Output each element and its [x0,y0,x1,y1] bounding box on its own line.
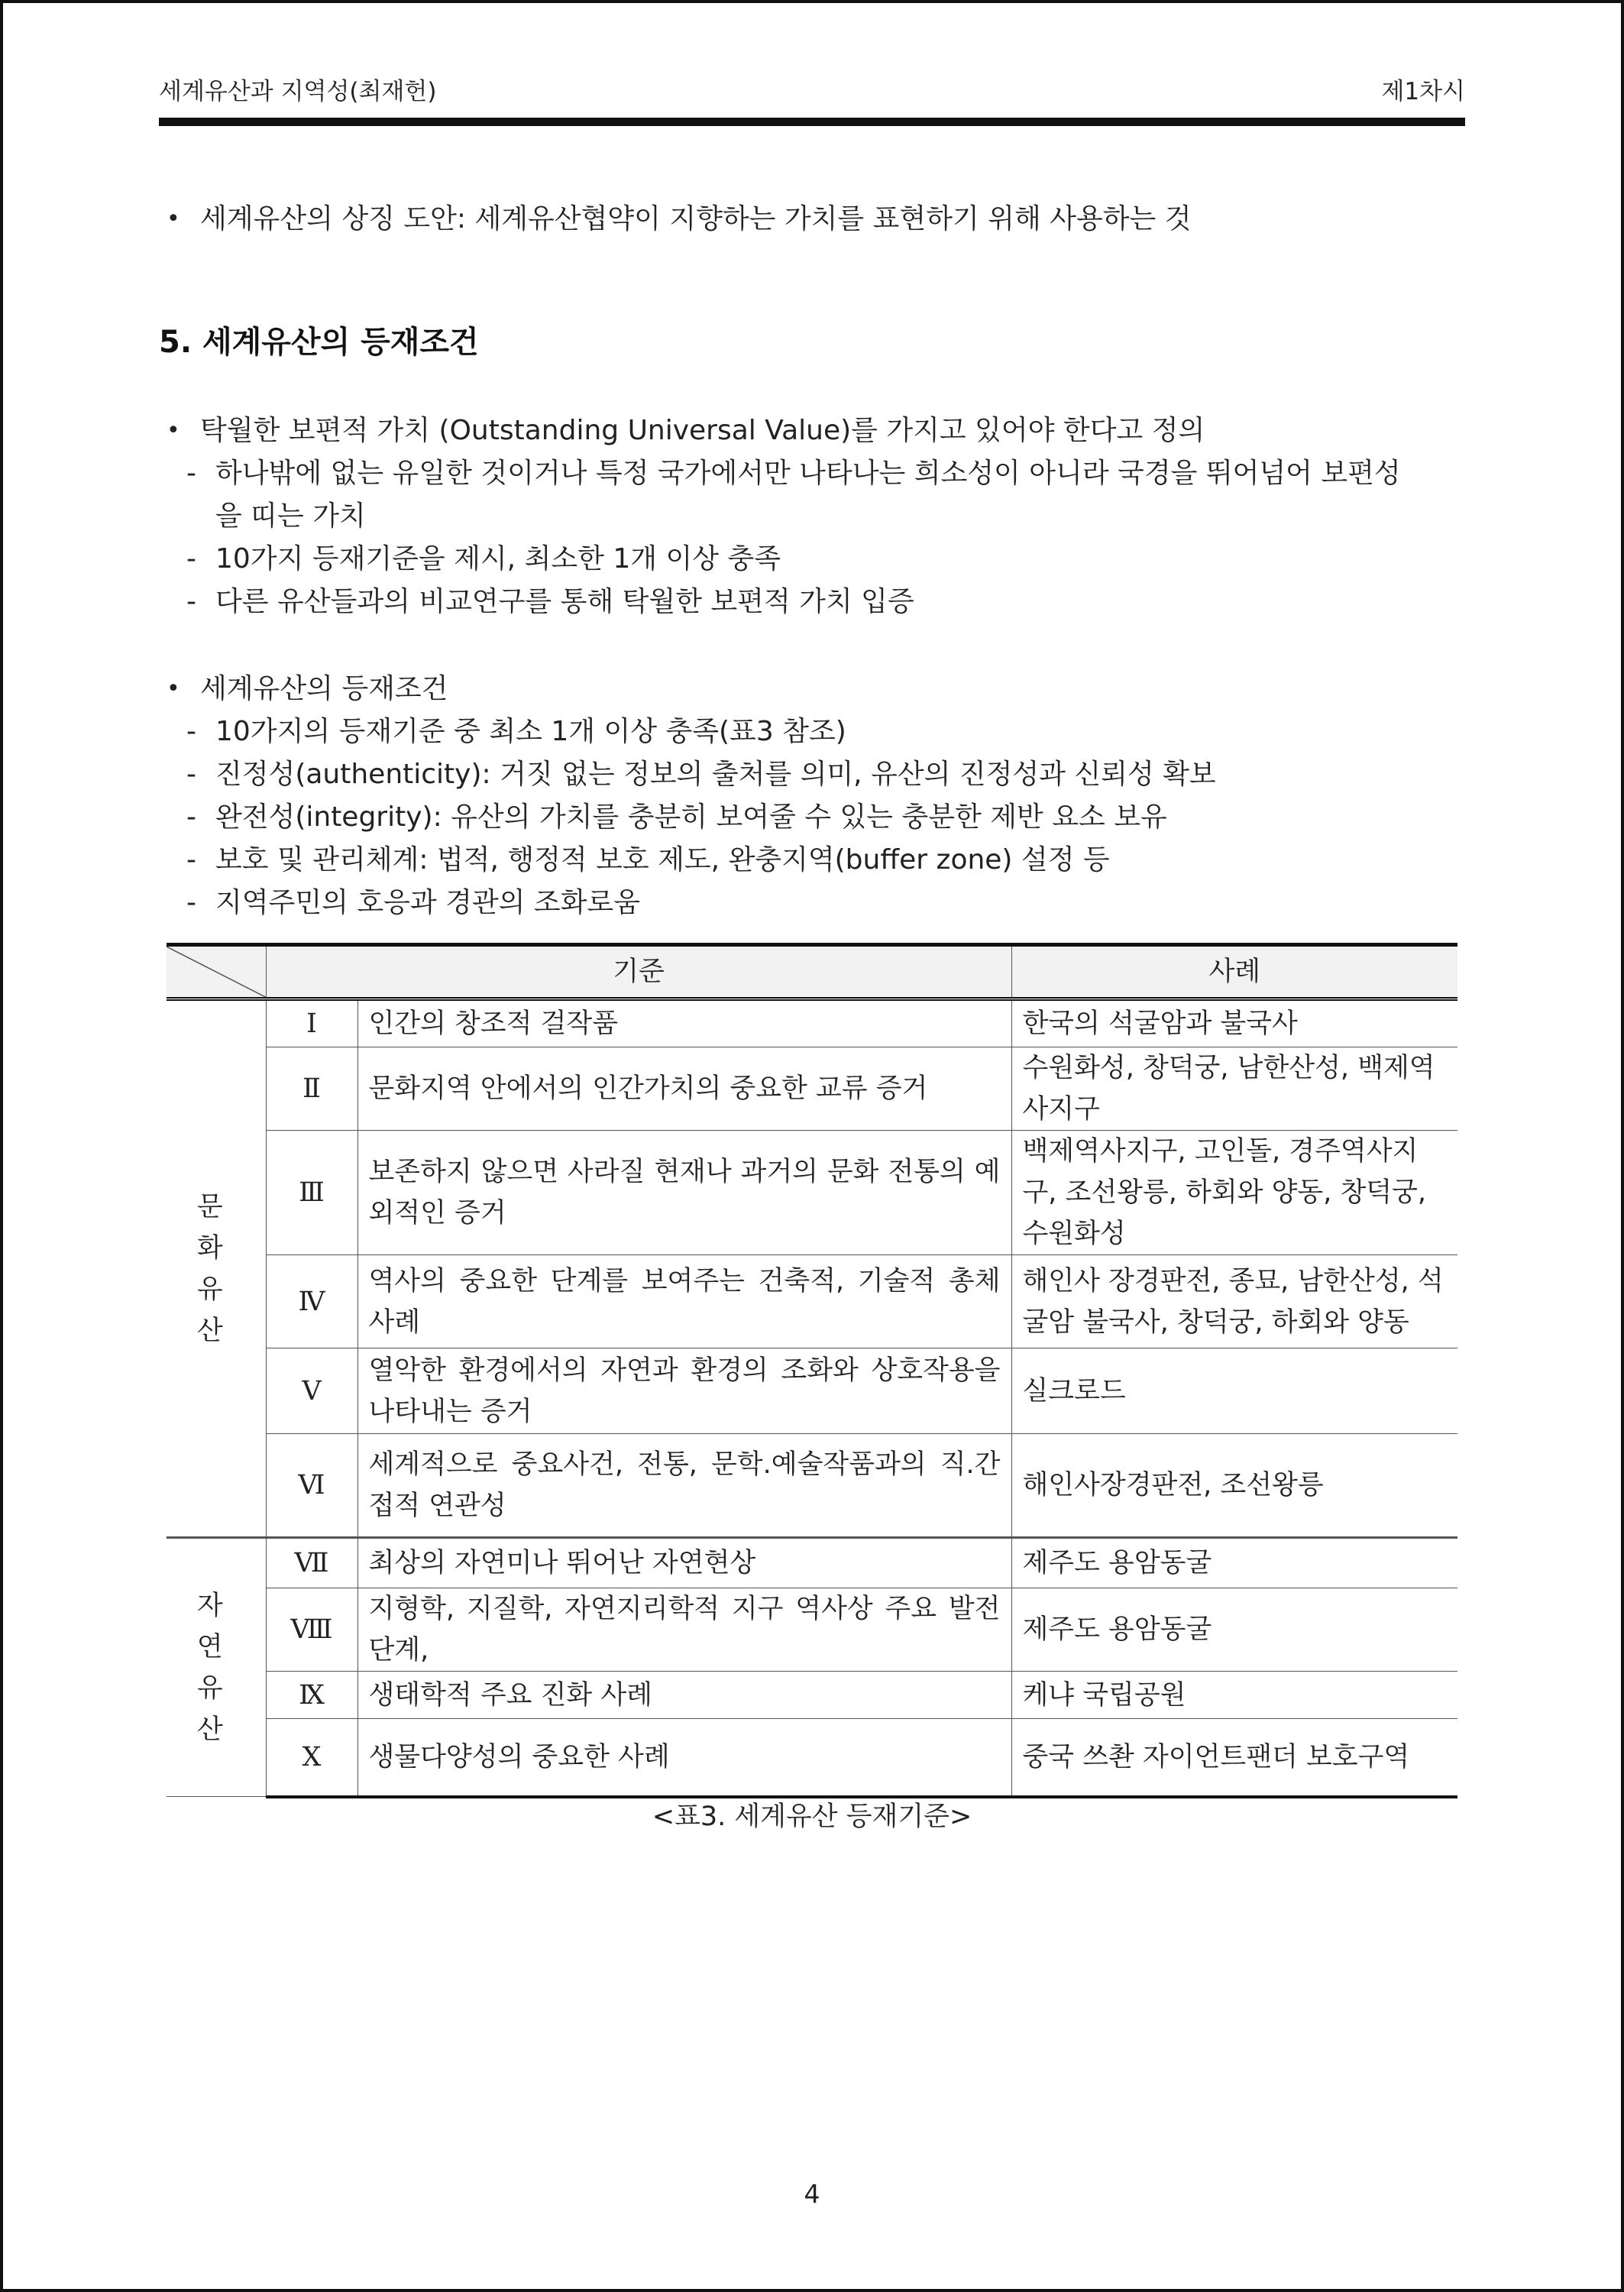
criterion-number: Ⅹ [266,1719,357,1797]
criterion-text: 최상의 자연미나 뛰어난 자연현상 [357,1538,1011,1588]
block1-item-continued: 을 띠는 가치 [215,500,366,532]
block1-item: 다른 유산들과의 비교연구를 통해 탁월한 보편적 가치 입증 [215,586,914,617]
criterion-text: 지형학, 지질학, 자연지리학적 지구 역사상 주요 발전 단계, [357,1588,1011,1672]
criterion-number: Ⅳ [266,1255,357,1348]
block2-item: 완전성(integrity): 유산의 가치를 충분히 보여줄 수 있는 충분한 제반 요소 보유 [215,801,1167,833]
dash-icon: - [186,801,196,833]
table-row [167,1047,1457,1131]
block1-item: 10가지 등재기준을 제시, 최소한 1개 이상 충족 [215,543,781,575]
section-title: 5. 세계유산의 등재조건 [159,325,479,360]
table-row [167,1255,1457,1348]
criteria-table [167,943,1457,1798]
criterion-text: 인간의 창조적 걸작품 [357,999,1011,1047]
table-row [167,1434,1457,1538]
table-row [167,999,1457,1047]
bullet-icon: • [167,675,180,702]
dash-icon: - [186,586,196,617]
block2-item: 지역주민의 호응과 경관의 조화로움 [215,887,640,918]
block2-item: 10가지의 등재기준 중 최소 1개 이상 충족(표3 참조) [215,716,846,747]
diagonal-line [167,947,266,997]
criterion-text: 역사의 중요한 단계를 보여주는 건축적, 기술적 총체 사례 [357,1255,1011,1348]
criterion-example: 중국 쓰촨 자이언트팬더 보호구역 [1011,1719,1457,1797]
header-example: 사례 [1011,945,1457,999]
dash-icon: - [186,716,196,747]
header-rule [159,118,1465,126]
criterion-number: Ⅱ [266,1047,357,1131]
block2-bullet-text: 세계유산의 등재조건 [200,673,448,704]
criterion-text: 열악한 환경에서의 자연과 환경의 조화와 상호작용을 나타내는 증거 [357,1348,1011,1434]
dash-icon: - [186,759,196,790]
block2-item: 보호 및 관리체계: 법적, 행정적 보호 제도, 완충지역(buffer zone) 설정 등 [215,844,1110,876]
bullet-icon: • [167,206,180,232]
table-row [167,1348,1457,1434]
criterion-number: Ⅲ [266,1131,357,1255]
criterion-number: Ⅶ [266,1538,357,1588]
criterion-example: 케냐 국립공원 [1011,1672,1457,1719]
category-natural-line1: 자 연 [196,1590,235,1662]
criterion-example: 해인사 장경판전, 종묘, 남한산성, 석굴암 불국사, 창덕궁, 하회와 양동 [1011,1255,1457,1348]
block1-bullet-text: 탁월한 보편적 가치 (Outstanding Universal Value)를 가지고 있어야 한다고 정의 [200,415,1205,446]
header-criterion: 기준 [266,945,1011,999]
table-corner-cell [167,945,266,999]
table-row [167,1588,1457,1672]
block1-item: 하나밖에 없는 유일한 것이거나 특정 국가에서만 나타나는 희소성이 아니라 국경을 뛰어넘어 보편성 [215,458,1401,489]
table-row [167,1131,1457,1255]
block2-item: 진정성(authenticity): 거짓 없는 정보의 출처를 의미, 유산의 진정성과 신뢰성 확보 [215,759,1216,790]
criterion-text: 생물다양성의 중요한 사례 [357,1719,1011,1797]
table-row [167,1538,1457,1588]
criterion-text: 세계적으로 중요사건, 전통, 문학.예술작품과의 직.간접적 연관성 [357,1434,1011,1538]
criterion-number: Ⅷ [266,1588,357,1672]
criterion-example: 제주도 용암동굴 [1011,1588,1457,1672]
header-session: 제1차시 [1381,78,1465,105]
table-header-row [167,945,1457,999]
category-cultural [167,999,266,1538]
dash-icon: - [186,887,196,918]
bullet-icon: • [167,417,180,444]
table-caption: <표3. 세계유산 등재기준> [652,1802,972,1832]
dash-icon: - [186,458,196,489]
criterion-example: 수원화성, 창덕궁, 남한산성, 백제역사지구 [1011,1047,1457,1131]
criterion-text: 생태학적 주요 진화 사례 [357,1672,1011,1719]
category-cultural-line1: 문 화 [196,1191,235,1264]
page-number: 4 [804,2179,820,2209]
category-natural [167,1538,266,1797]
criterion-text: 보존하지 않으면 사라질 현재나 과거의 문화 전통의 예외적인 증거 [357,1131,1011,1255]
criterion-example: 해인사장경판전, 조선왕릉 [1011,1434,1457,1538]
criterion-number: Ⅸ [266,1672,357,1719]
criterion-example: 한국의 석굴암과 불국사 [1011,999,1457,1047]
header-course-title: 세계유산과 지역성(최재헌) [159,78,437,105]
criterion-text: 문화지역 안에서의 인간가치의 중요한 교류 증거 [357,1047,1011,1131]
criterion-example: 실크로드 [1011,1348,1457,1434]
category-natural-line2: 유 산 [196,1672,235,1745]
dash-icon: - [186,543,196,575]
criterion-number: Ⅰ [266,999,357,1047]
category-cultural-line2: 유 산 [196,1274,235,1346]
intro-bullet-text: 세계유산의 상징 도안: 세계유산협약이 지향하는 가치를 표현하기 위해 사용하는 것 [200,203,1192,235]
criterion-number: Ⅴ [266,1348,357,1434]
criterion-number: Ⅵ [266,1434,357,1538]
criterion-example: 제주도 용암동굴 [1011,1538,1457,1588]
dash-icon: - [186,844,196,876]
table-row [167,1672,1457,1719]
table-row [167,1719,1457,1797]
criterion-example: 백제역사지구, 고인돌, 경주역사지구, 조선왕릉, 하회와 양동, 창덕궁, 수원화성 [1011,1131,1457,1255]
